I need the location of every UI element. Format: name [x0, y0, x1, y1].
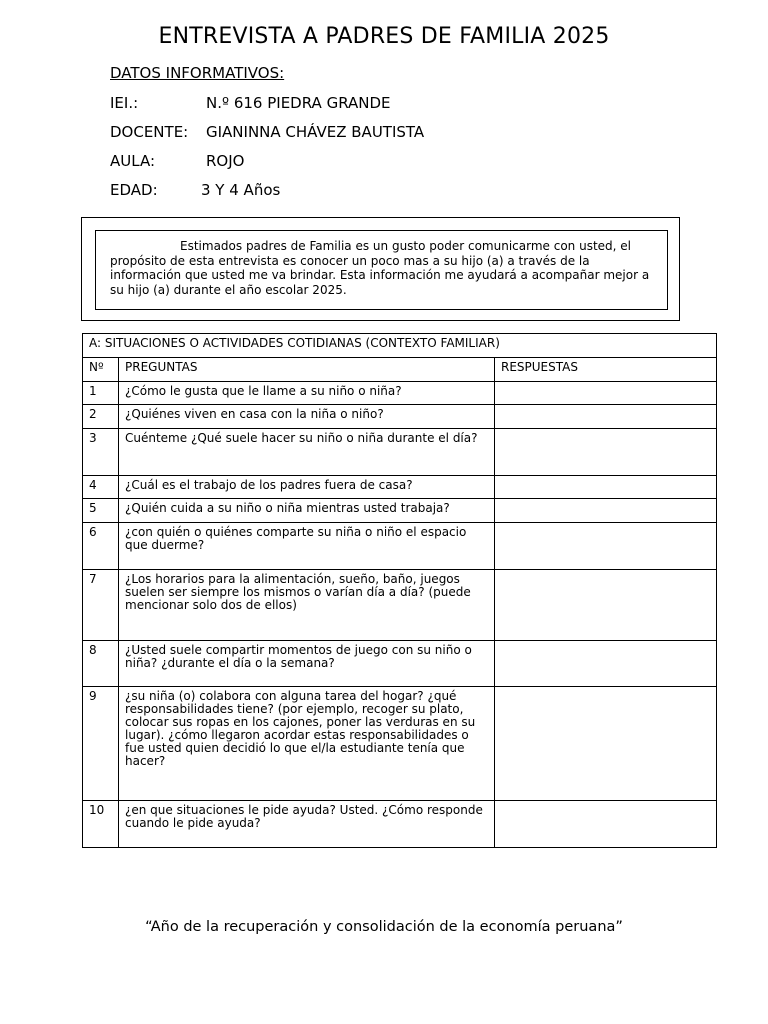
info-label: EDAD:	[110, 181, 158, 199]
row-question: ¿Cuál es el trabajo de los padres fuera de casa?	[119, 476, 495, 499]
info-label: AULA:	[110, 152, 155, 170]
row-question: ¿Quién cuida a su niño o niña mientras usted trabaja?	[119, 499, 495, 523]
footer-motto: “Año de la recuperación y consolidación de la economía peruana”	[145, 919, 623, 935]
info-value: ROJO	[206, 152, 245, 170]
row-question: Cuénteme ¿Qué suele hacer su niño o niña durante el día?	[119, 429, 495, 476]
info-heading: DATOS INFORMATIVOS:	[110, 64, 285, 82]
row-question: ¿Los horarios para la alimentación, sueño, baño, juegos suelen ser siempre los mismos o varían día a día? (puede mencionar solo dos de ellos)	[119, 570, 495, 641]
info-value: 3 Y 4 Años	[201, 181, 281, 199]
interview-table	[82, 333, 717, 848]
intro-body: propósito de esta entrevista es conocer un poco mas a su hijo (a) a través de la información que usted me va brindar. Esta información me ayudará a acompañar mejor a su hijo (a) durante el año escolar 2025.	[110, 253, 650, 297]
answer-cell[interactable]	[495, 641, 717, 687]
answer-cell[interactable]	[495, 429, 717, 476]
info-label: IEI.:	[110, 94, 139, 112]
table-row	[83, 687, 717, 801]
row-number: 4	[83, 476, 119, 499]
answer-cell[interactable]	[495, 499, 717, 523]
row-question: ¿Quiénes viven en casa con la niña o niño?	[119, 405, 495, 429]
row-number: 2	[83, 405, 119, 429]
answer-cell[interactable]	[495, 405, 717, 429]
answer-cell[interactable]	[495, 570, 717, 641]
header-row	[83, 358, 717, 382]
table-row	[83, 801, 717, 848]
table-row	[83, 499, 717, 523]
row-number: 1	[83, 382, 119, 405]
answer-cell[interactable]	[495, 687, 717, 801]
row-number: 7	[83, 570, 119, 641]
table-row	[83, 382, 717, 405]
table-row	[83, 641, 717, 687]
row-number: 10	[83, 801, 119, 848]
intro-message	[95, 230, 668, 310]
row-question: ¿en que situaciones le pide ayuda? Usted. ¿Cómo responde cuando le pide ayuda?	[119, 801, 495, 848]
table-row	[83, 429, 717, 476]
row-question: ¿su niña (o) colabora con alguna tarea del hogar? ¿qué responsabilidades tiene? (por ejemplo, recoger su plato, colocar sus ropas en los cajones, poner las verduras en su lugar). ¿cómo llegaron acordar estas responsabilidades o fue usted quien decidió lo que el/la estudiante tenía que hacer?	[119, 687, 495, 801]
intro-first-line: Estimados padres de Familia es un gusto poder comunicarme con usted, el	[180, 239, 631, 253]
answer-cell[interactable]	[495, 523, 717, 570]
info-value: GIANINNA CHÁVEZ BAUTISTA	[206, 123, 425, 141]
header-question: PREGUNTAS	[119, 358, 495, 382]
section-row	[83, 334, 717, 358]
row-question: ¿con quién o quiénes comparte su niña o niño el espacio que duerme?	[119, 523, 495, 570]
answer-cell[interactable]	[495, 382, 717, 405]
row-number: 6	[83, 523, 119, 570]
row-number: 3	[83, 429, 119, 476]
table-row	[83, 570, 717, 641]
info-value: N.º 616 PIEDRA GRANDE	[206, 94, 391, 112]
row-number: 9	[83, 687, 119, 801]
row-number: 5	[83, 499, 119, 523]
table-row	[83, 476, 717, 499]
info-label: DOCENTE:	[110, 123, 189, 141]
header-answer: RESPUESTAS	[495, 358, 717, 382]
table-row	[83, 523, 717, 570]
row-question: ¿Usted suele compartir momentos de juego con su niño o niña? ¿durante el día o la semana?	[119, 641, 495, 687]
answer-cell[interactable]	[495, 801, 717, 848]
section-title: A: SITUACIONES O ACTIVIDADES COTIDIANAS (CONTEXTO FAMILIAR)	[83, 334, 717, 358]
row-number: 8	[83, 641, 119, 687]
table-row	[83, 405, 717, 429]
header-num: Nº	[83, 358, 119, 382]
answer-cell[interactable]	[495, 476, 717, 499]
document-title: ENTREVISTA A PADRES DE FAMILIA 2025	[158, 24, 610, 49]
row-question: ¿Cómo le gusta que le llame a su niño o niña?	[119, 382, 495, 405]
